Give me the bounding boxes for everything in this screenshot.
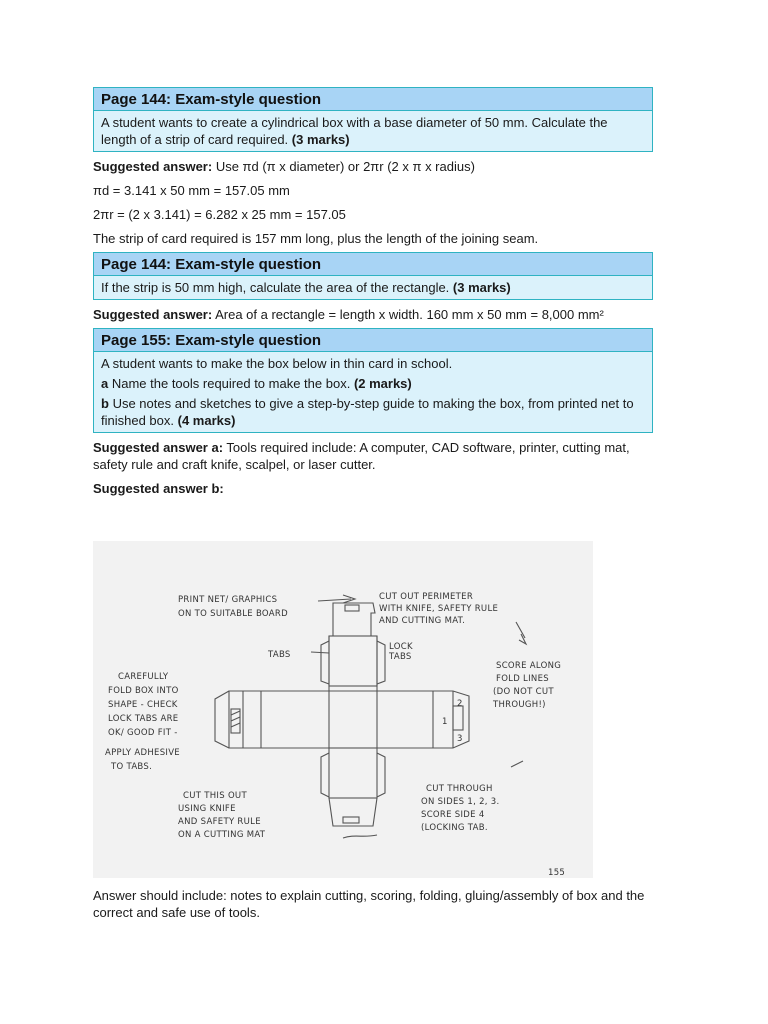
question-body bbox=[94, 276, 652, 299]
question-marks: (4 marks) bbox=[177, 413, 236, 428]
svg-text:OK/ GOOD FIT -: OK/ GOOD FIT - bbox=[108, 728, 178, 738]
svg-text:ON A CUTTING MAT: ON A CUTTING MAT bbox=[178, 830, 266, 840]
answer-block-1 bbox=[93, 158, 653, 247]
part-text: Name the tools required to make the box. bbox=[108, 376, 351, 391]
svg-text:1: 1 bbox=[442, 717, 448, 727]
svg-text:USING KNIFE: USING KNIFE bbox=[178, 804, 236, 814]
question-body bbox=[94, 352, 652, 432]
svg-text:FOLD LINES: FOLD LINES bbox=[496, 674, 549, 684]
svg-text:3: 3 bbox=[457, 734, 463, 744]
question-marks: (2 marks) bbox=[353, 376, 412, 391]
svg-text:PRINT NET/ GRAPHICS: PRINT NET/ GRAPHICS bbox=[178, 595, 278, 605]
question-text: If the strip is 50 mm high, calculate the area of the rectangle. bbox=[101, 280, 450, 295]
svg-text:SCORE ALONG: SCORE ALONG bbox=[496, 661, 562, 671]
sketch-drawing bbox=[93, 541, 593, 878]
svg-text:155: 155 bbox=[548, 868, 566, 878]
document-body bbox=[93, 87, 653, 504]
part-text: Use notes and sketches to give a step-by-step guide to making the box, from printed net to finished box. bbox=[101, 396, 634, 428]
answer-text: Area of a rectangle = length x width. 160 mm x 50 mm = 8,000 mm² bbox=[212, 307, 604, 322]
answer-text: Tools required include: A computer, CAD software, printer, cutting mat, safety rule and craft knife, scalpel, or laser cutter. bbox=[93, 440, 630, 472]
svg-text:2: 2 bbox=[457, 699, 463, 709]
answer-label: Suggested answer: bbox=[93, 159, 213, 174]
svg-text:CUT THROUGH: CUT THROUGH bbox=[426, 784, 493, 794]
svg-text:CAREFULLY: CAREFULLY bbox=[118, 672, 169, 682]
svg-text:ON TO SUITABLE BOARD: ON TO SUITABLE BOARD bbox=[178, 609, 288, 619]
svg-text:(DO NOT CUT: (DO NOT CUT bbox=[493, 687, 554, 697]
answer-line: The strip of card required is 157 mm long, plus the length of the joining seam. bbox=[93, 231, 539, 246]
svg-text:THROUGH!): THROUGH!) bbox=[493, 700, 546, 710]
exam-question-box-1 bbox=[93, 87, 653, 152]
answer-line: πd = 3.141 x 50 mm = 157.05 mm bbox=[93, 183, 290, 198]
sketch-annotations bbox=[105, 592, 565, 878]
exam-question-box-3 bbox=[93, 328, 653, 433]
question-intro: A student wants to make the box below in thin card in school. bbox=[101, 356, 453, 371]
svg-text:CUT THIS OUT: CUT THIS OUT bbox=[183, 791, 247, 801]
part-label: a bbox=[101, 376, 109, 391]
part-label: b bbox=[101, 396, 109, 411]
svg-text:SHAPE - CHECK: SHAPE - CHECK bbox=[108, 700, 178, 710]
svg-text:CUT OUT PERIMETER: CUT OUT PERIMETER bbox=[379, 592, 474, 602]
svg-text:LOCK TABS ARE: LOCK TABS ARE bbox=[108, 714, 179, 724]
svg-text:ON SIDES 1, 2, 3.: ON SIDES 1, 2, 3. bbox=[421, 797, 500, 807]
answer-text: Use πd (π x diameter) or 2πr (2 x π x radius) bbox=[212, 159, 475, 174]
question-heading: Page 144: Exam-style question bbox=[94, 253, 652, 276]
answer-line: 2πr = (2 x 3.141) = 6.282 x 25 mm = 157.05 bbox=[93, 207, 346, 222]
answer-label: Suggested answer a: bbox=[93, 440, 224, 455]
svg-text:WITH KNIFE, SAFETY RULE: WITH KNIFE, SAFETY RULE bbox=[379, 604, 499, 614]
svg-text:APPLY ADHESIVE: APPLY ADHESIVE bbox=[105, 748, 180, 758]
answer-label: Suggested answer: bbox=[93, 307, 213, 322]
svg-text:(LOCKING TAB.: (LOCKING TAB. bbox=[421, 823, 488, 833]
answer-block-2 bbox=[93, 306, 653, 323]
exam-question-box-2 bbox=[93, 252, 653, 300]
svg-text:SCORE SIDE 4: SCORE SIDE 4 bbox=[421, 810, 485, 820]
box-net-sketch bbox=[93, 541, 593, 878]
svg-text:TABS: TABS bbox=[268, 650, 291, 660]
answer-footer: Answer should include: notes to explain cutting, scoring, folding, gluing/assembly of box and the correct and safe use of tools. bbox=[93, 888, 645, 920]
question-marks: (3 marks) bbox=[452, 280, 511, 295]
question-text: A student wants to create a cylindrical box with a base diameter of 50 mm. Calculate the length of a strip of card required. bbox=[101, 115, 608, 147]
answer-label: Suggested answer b: bbox=[93, 481, 224, 496]
svg-text:AND SAFETY RULE: AND SAFETY RULE bbox=[178, 817, 261, 827]
answer-block-3 bbox=[93, 439, 653, 497]
question-marks: (3 marks) bbox=[291, 132, 350, 147]
question-body bbox=[94, 111, 652, 151]
question-heading: Page 144: Exam-style question bbox=[94, 88, 652, 111]
svg-text:AND CUTTING MAT.: AND CUTTING MAT. bbox=[379, 616, 466, 626]
question-heading: Page 155: Exam-style question bbox=[94, 329, 652, 352]
svg-text:FOLD BOX INTO: FOLD BOX INTO bbox=[108, 686, 179, 696]
svg-text:TABS: TABS bbox=[389, 652, 412, 662]
svg-text:TO TABS.: TO TABS. bbox=[111, 762, 153, 772]
svg-text:LOCK: LOCK bbox=[389, 642, 413, 652]
